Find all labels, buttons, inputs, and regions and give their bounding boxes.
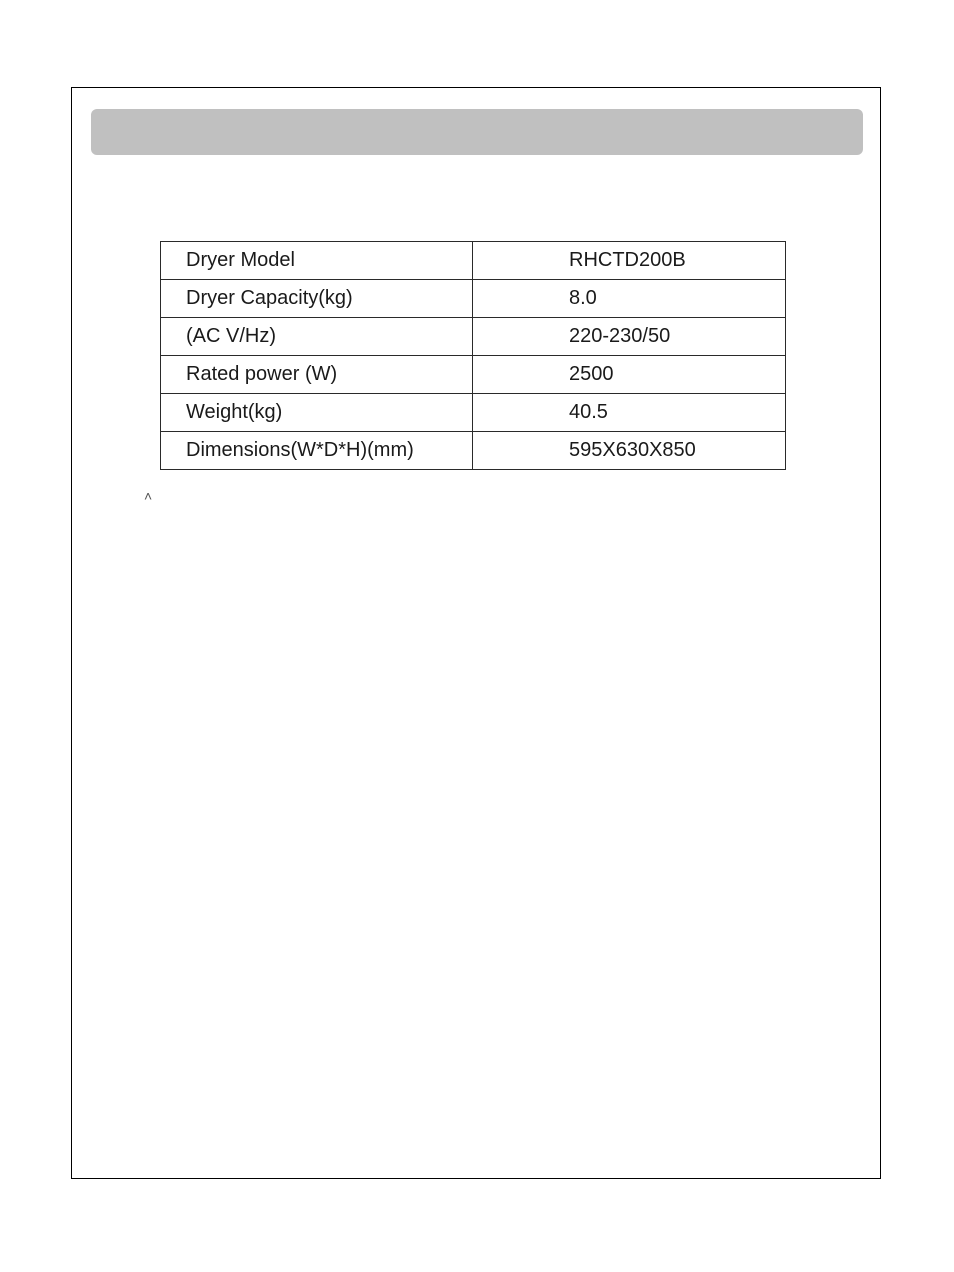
table-row (161, 280, 786, 318)
spec-label: Rated power (W) (161, 356, 473, 394)
spec-label: (AC V/Hz) (161, 318, 473, 356)
spec-value: RHCTD200B (473, 242, 786, 280)
table-row (161, 318, 786, 356)
spec-label: Dryer Capacity(kg) (161, 280, 473, 318)
table-row (161, 356, 786, 394)
spec-value: 220-230/50 (473, 318, 786, 356)
spec-value: 2500 (473, 356, 786, 394)
spec-value: 40.5 (473, 394, 786, 432)
table-row (161, 242, 786, 280)
note-bullet-mark: ˄ (144, 488, 153, 504)
spec-label: Weight(kg) (161, 394, 473, 432)
spec-label: Dryer Model (161, 242, 473, 280)
table-row (161, 394, 786, 432)
specifications-table (160, 241, 786, 470)
section-header-bar (91, 109, 863, 155)
spec-value: 595X630X850 (473, 432, 786, 470)
spec-label: Dimensions(W*D*H)(mm) (161, 432, 473, 470)
spec-value: 8.0 (473, 280, 786, 318)
table-row (161, 432, 786, 470)
